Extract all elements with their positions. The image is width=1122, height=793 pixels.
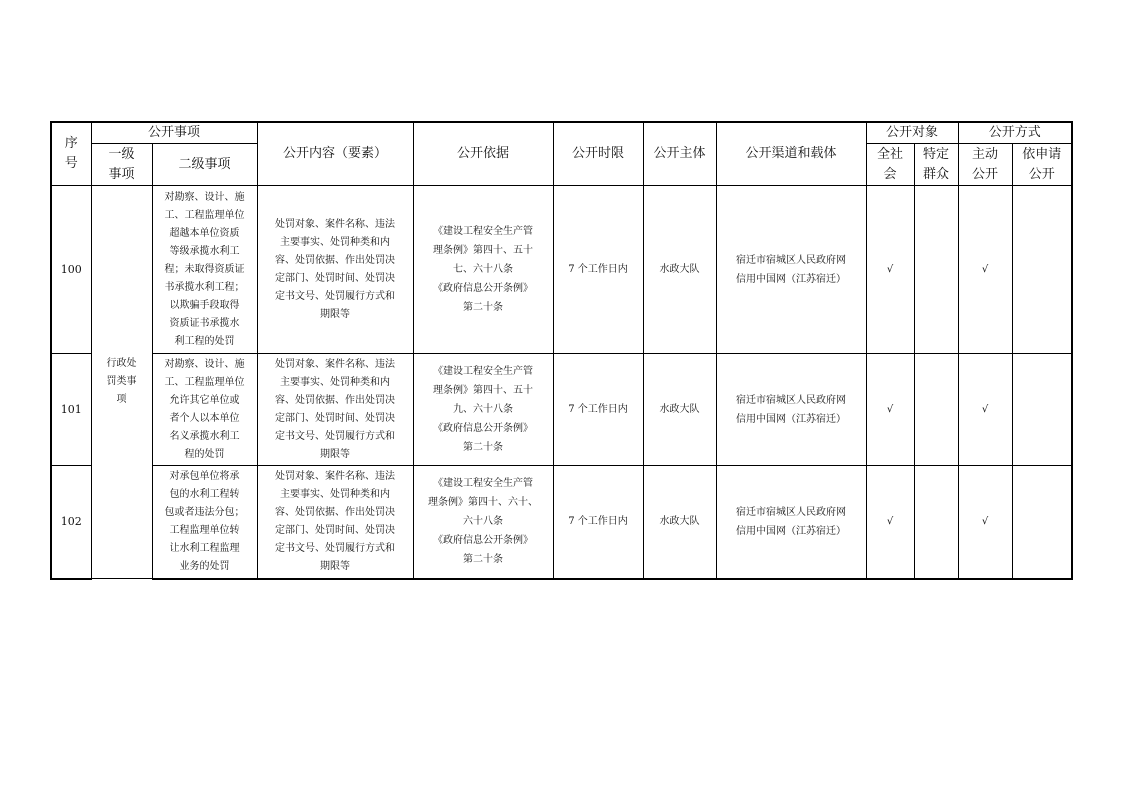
disclosure-basis: 《建设工程安全生产管 理条例》第四十、五十 七、六十八条 《政府信息公开条例》 第二十条 (413, 186, 553, 354)
disclosure-content: 处罚对象、案件名称、违法 主要事实、处罚种类和内 容、处罚依据、作出处罚决 定部门、处罚时间、处罚决 定书文号、处罚履行方式和 期限等 (257, 466, 413, 579)
header-items-group: 公开事项 (91, 122, 257, 144)
audience-all-check: √ (866, 466, 914, 579)
header-seq: 序 号 (51, 122, 91, 186)
table-row (51, 186, 1072, 354)
channel: 宿迁市宿城区人民政府网 信用中国网（江苏宿迁） (716, 186, 866, 354)
subject: 水政大队 (643, 466, 716, 579)
method-active-check: √ (958, 186, 1012, 354)
subject: 水政大队 (643, 186, 716, 354)
row-number: 100 (51, 186, 91, 354)
header-content: 公开内容（要素） (257, 122, 413, 186)
header-method-request: 依申请 公开 (1012, 144, 1072, 186)
method-request-check (1012, 466, 1072, 579)
method-active-check: √ (958, 354, 1012, 466)
disclosure-basis: 《建设工程安全生产管 理条例》第四十、六十、 六十八条 《政府信息公开条例》 第二十条 (413, 466, 553, 579)
level2-item: 对勘察、设计、施 工、工程监理单位 超越本单位资质 等级承揽水利工 程；未取得资质证 书承揽水利工程； 以欺骗手段取得 资质证书承揽水 利工程的处罚 (152, 186, 257, 354)
table-row (51, 466, 1072, 579)
audience-all-check: √ (866, 186, 914, 354)
header-basis: 公开依据 (413, 122, 553, 186)
subject: 水政大队 (643, 354, 716, 466)
row-number: 101 (51, 354, 91, 466)
disclosure-basis: 《建设工程安全生产管 理条例》第四十、五十 九、六十八条 《政府信息公开条例》 第二十条 (413, 354, 553, 466)
channel: 宿迁市宿城区人民政府网 信用中国网（江苏宿迁） (716, 354, 866, 466)
header-time-limit: 公开时限 (553, 122, 643, 186)
method-request-check (1012, 354, 1072, 466)
header-audience-all: 全社 会 (866, 144, 914, 186)
level2-item: 对承包单位将承 包的水利工程转 包或者违法分包； 工程监理单位转 让水利工程监理 业务的处罚 (152, 466, 257, 579)
row-number: 102 (51, 466, 91, 579)
audience-specific-check (914, 354, 958, 466)
channel: 宿迁市宿城区人民政府网 信用中国网（江苏宿迁） (716, 466, 866, 579)
audience-all-check: √ (866, 354, 914, 466)
header-level2: 二级事项 (152, 144, 257, 186)
header-method-group: 公开方式 (958, 122, 1072, 144)
time-limit: 7 个工作日内 (553, 354, 643, 466)
header-level1: 一级 事项 (91, 144, 152, 186)
time-limit: 7 个工作日内 (553, 466, 643, 579)
level1-item: 行政处 罚类事 项 (91, 186, 152, 579)
table-row (51, 354, 1072, 466)
audience-specific-check (914, 186, 958, 354)
header-subject: 公开主体 (643, 122, 716, 186)
header-method-active: 主动 公开 (958, 144, 1012, 186)
header-audience-specific: 特定 群众 (914, 144, 958, 186)
time-limit: 7 个工作日内 (553, 186, 643, 354)
audience-specific-check (914, 466, 958, 579)
disclosure-content: 处罚对象、案件名称、违法 主要事实、处罚种类和内 容、处罚依据、作出处罚决 定部门、处罚时间、处罚决 定书文号、处罚履行方式和 期限等 (257, 354, 413, 466)
disclosure-table (50, 121, 1073, 580)
disclosure-content: 处罚对象、案件名称、违法 主要事实、处罚种类和内 容、处罚依据、作出处罚决 定部门、处罚时间、处罚决 定书文号、处罚履行方式和 期限等 (257, 186, 413, 354)
method-request-check (1012, 186, 1072, 354)
header-audience-group: 公开对象 (866, 122, 958, 144)
method-active-check: √ (958, 466, 1012, 579)
header-channel: 公开渠道和载体 (716, 122, 866, 186)
level2-item: 对勘察、设计、施 工、工程监理单位 允许其它单位或 者个人以本单位 名义承揽水利工 程的处罚 (152, 354, 257, 466)
